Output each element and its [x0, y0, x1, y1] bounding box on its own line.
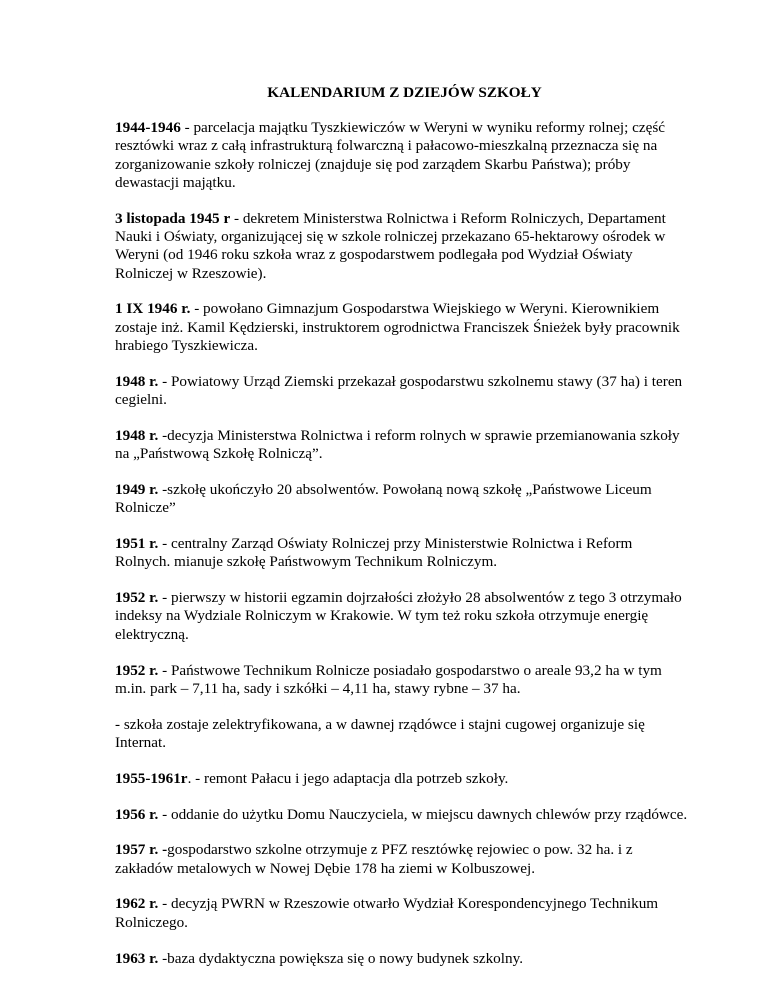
entry-text: - parcelacja majątku Tyszkiewiczów w Weryni w wyniku reformy rolnej; część resztówki wraz z całą infrastrukturą folwarczną i pałacowo-mieszkalną przeznacza się na zorganizowanie szkoły rolniczej (znajduje się pod zarządem Skarbu Państwa); próby dewastacji majątku.: [115, 119, 666, 191]
timeline-entry: [115, 119, 688, 192]
entry-date: 1957 r. -: [115, 841, 168, 859]
entry-text: -szkołę ukończyło 20 absolwentów. Powołaną nową szkołę „Państwowe Liceum Rolnicze”: [115, 480, 652, 517]
entry-text: - oddanie do użytku Domu Nauczyciela, w miejscu dawnych chlewów przy rządówce.: [158, 805, 688, 823]
entry-date: 1949 r.: [115, 480, 159, 498]
entry-text: -decyzja Ministerstwa Rolnictwa i reform rolnych w sprawie przemianowania szkoły na „Państwową Szkołę Rolniczą”.: [115, 426, 680, 463]
entry-text: - Państwowe Technikum Rolnicze posiadało gospodarstwo o areale 93,2 ha w tym m.in. park – 7,11 ha, sady i szkółki – 4,11 ha, stawy rybne – 37 ha.: [115, 661, 662, 697]
entry-date: 1951 r.: [115, 535, 159, 553]
timeline-entry: [115, 662, 688, 699]
entry-date: 1952 r.: [115, 661, 159, 679]
timeline-entry: [115, 300, 688, 355]
entry-date: 1955-1961r: [115, 769, 188, 787]
entry-text: - powołano Gimnazjum Gospodarstwa Wiejskiego w Weryni. Kierownikiem zostaje inż. Kamil Kędzierski, instruktorem ogrodnictwa Franciszek Śnieżek były pracownik hrabiego Tyszkiewicza.: [115, 300, 680, 354]
entry-date: 1944-1946: [115, 119, 181, 136]
timeline-entry: [115, 770, 688, 788]
entry-text: - decyzją PWRN w Rzeszowie otwarło Wydział Korespondencyjnego Technikum Rolniczego.: [115, 895, 659, 931]
entry-date: 1 IX 1946 r.: [115, 300, 191, 318]
timeline-entry: [115, 481, 688, 518]
timeline-entry: [115, 210, 688, 283]
entry-text: . - remont Pałacu i jego adaptacja dla potrzeb szkoły.: [187, 769, 509, 787]
timeline-entry: [115, 427, 688, 464]
timeline-entry: [115, 806, 688, 824]
entry-text: - centralny Zarząd Oświaty Rolniczej przy Ministerstwie Rolnictwa i Reform Rolnych. mianuje szkołę Państwowym Technikum Rolniczym.: [115, 535, 633, 571]
entry-date: 1963 r.: [115, 949, 159, 967]
entry-text: - pierwszy w historii egzamin dojrzałości złożyło 28 absolwentów z tego 3 otrzymało indeksy na Wydziale Rolniczym w Krakowie. W tym też roku szkoła otrzymuje energię elektryczną.: [115, 589, 682, 643]
document-title: KALENDARIUM Z DZIEJÓW SZKOŁY: [267, 84, 542, 101]
entry-date: 1948 r.: [115, 426, 159, 444]
entry-date: 1962 r.: [115, 895, 159, 913]
entry-text: - dekretem Ministerstwa Rolnictwa i Reform Rolniczych, Departament Nauki i Oświaty, organizującej się w szkole rolniczej przekazano 65-hektarowy ośrodek w Weryni (od 1946 roku szkoła wraz z gospodarstwem podlegała pod Wydział Oświaty Rolniczej w Rzeszowie).: [115, 209, 666, 282]
timeline-entry: [115, 373, 688, 410]
entry-text: - Powiatowy Urząd Ziemski przekazał gospodarstwu szkolnemu stawy (37 ha) i teren cegielni.: [115, 372, 683, 409]
entry-text: - szkoła zostaje zelektryfikowana, a w dawnej rządówce i stajni cugowej organizuje się Internat.: [115, 715, 645, 751]
timeline-entry: [115, 895, 688, 932]
entry-date: 3 listopada 1945 r: [115, 209, 231, 227]
entry-date: 1948 r.: [115, 372, 159, 390]
timeline-entry: [115, 535, 688, 572]
entry-date: 1956 r.: [115, 805, 159, 823]
timeline-entry: [115, 841, 688, 878]
entry-text: gospodarstwo szkolne otrzymuje z PFZ resztówkę rejowiec o pow. 32 ha. i z zakładów metalowych w Nowej Dębie 178 ha ziemi w Kolbuszowej.: [115, 841, 633, 877]
entry-date: 1952 r.: [115, 589, 159, 607]
timeline-entry: [115, 589, 688, 644]
timeline-entry: [115, 950, 688, 968]
timeline-entry: [115, 716, 688, 753]
entry-text: -baza dydaktyczna powiększa się o nowy budynek szkolny.: [158, 949, 523, 967]
